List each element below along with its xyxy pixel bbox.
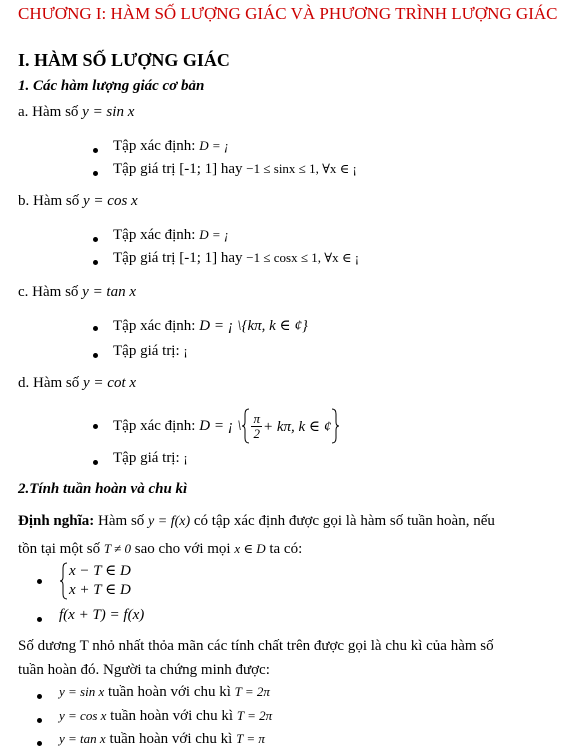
periodic-equation: f(x + T) = f(x): [59, 607, 145, 623]
range-item-d: [113, 450, 188, 467]
bullet-icon: [93, 424, 98, 429]
bullet-icon: [93, 460, 98, 465]
bullet-icon: [93, 326, 98, 331]
bullet-icon: [37, 579, 42, 584]
range-label: Tập giá trị [-1; 1] hay: [113, 161, 243, 177]
domain-formula-pre: D = ¡ \: [199, 417, 242, 434]
left-brace-icon: [59, 562, 68, 600]
range-label: Tập giá trị:: [113, 343, 180, 359]
fraction-numerator: π: [253, 410, 260, 426]
subsection-title-2: 2.Tính tuần hoàn và chu kì: [18, 481, 188, 497]
domain-label: Tập xác định:: [113, 227, 196, 243]
definition-line-2: [18, 541, 302, 558]
bullet-icon: [37, 718, 42, 723]
function-formula: y = tan x: [82, 284, 137, 300]
function-label: a. Hàm số: [18, 104, 79, 120]
function-label: d. Hàm số: [18, 375, 80, 391]
domain-item-d: [113, 408, 340, 444]
definition-text: có tập xác định được gọi là hàm số tuần hoàn, nếu: [193, 513, 495, 529]
range-label: Tập giá trị [-1; 1] hay: [113, 250, 243, 266]
fraction-denominator: 2: [253, 425, 260, 441]
definition-fx: y = f(x): [148, 514, 191, 529]
domain-label: Tập xác định:: [113, 417, 196, 434]
period-func: y = cos x: [59, 708, 107, 723]
domain-item-a: [113, 138, 229, 155]
definition-text: Hàm số: [98, 513, 145, 529]
period-text: tuần hoàn với chu kì: [110, 708, 234, 724]
system-lines: [69, 562, 131, 600]
period-value: T = π: [236, 731, 265, 746]
range-formula: −1 ≤ sinx ≤ 1, ∀x ∈ ¡: [246, 161, 357, 176]
period-item: [59, 684, 270, 701]
period-text: tuần hoàn với chu kì: [107, 684, 231, 700]
range-item-a: [113, 161, 357, 178]
bullet-icon: [93, 171, 98, 176]
domain-label: Tập xác định:: [113, 318, 196, 334]
period-item: [59, 708, 272, 725]
system-line-2: x + T ∈ D: [69, 582, 131, 598]
range-item-c: [113, 343, 188, 360]
pi-over-2-fraction: [251, 412, 262, 441]
definition-T: T ≠ 0: [103, 541, 131, 556]
range-formula: −1 ≤ cosx ≤ 1, ∀x ∈ ¡: [246, 250, 360, 265]
subsection-title-1: 1. Các hàm lượng giác cơ bản: [18, 78, 205, 94]
right-brace-icon: [331, 408, 340, 444]
system-condition: [59, 562, 131, 600]
domain-formula: D = ¡: [199, 227, 229, 242]
section-title: I. HÀM SỐ LƯỢNG GIÁC: [18, 50, 230, 70]
definition-x: x ∈ D: [234, 541, 266, 556]
function-formula: y = cot x: [83, 375, 137, 391]
function-b-heading: [18, 193, 138, 210]
bullet-icon: [93, 353, 98, 358]
bullet-icon: [93, 148, 98, 153]
definition-label: Định nghĩa:: [18, 513, 95, 529]
function-c-heading: [18, 284, 136, 301]
system-line-1: x − T ∈ D: [69, 563, 131, 579]
domain-formula: D = ¡: [199, 138, 229, 153]
range-item-b: [113, 250, 359, 267]
period-value: T = 2π: [234, 684, 270, 699]
range-formula: ¡: [183, 450, 188, 465]
period-value: T = 2π: [236, 708, 273, 723]
period-text-2: tuần hoàn đó. Người ta chứng minh được:: [18, 662, 270, 678]
definition-line-1: [18, 513, 495, 530]
bullet-icon: [93, 260, 98, 265]
domain-label: Tập xác định:: [113, 138, 196, 154]
left-brace-icon: [241, 408, 250, 444]
period-text: tuần hoàn với chu kì: [109, 731, 233, 747]
period-func: y = tan x: [59, 731, 106, 746]
range-label: Tập giá trị:: [113, 450, 180, 466]
domain-formula: D = ¡ \{kπ, k ∈ ¢}: [199, 318, 308, 334]
definition-text: sao cho với mọi: [134, 541, 231, 557]
bullet-icon: [37, 694, 42, 699]
bullet-icon: [37, 617, 42, 622]
period-func: y = sin x: [59, 684, 105, 699]
bullet-icon: [37, 741, 42, 746]
function-label: c. Hàm số: [18, 284, 79, 300]
definition-text: tồn tại một số: [18, 541, 101, 557]
function-d-heading: [18, 375, 136, 392]
period-item: [59, 731, 265, 748]
chapter-title: CHƯƠNG I: HÀM SỐ LƯỢNG GIÁC VÀ PHƯƠNG TRÌNH LƯỢNG GIÁC: [18, 4, 558, 23]
definition-text: ta có:: [269, 541, 303, 557]
function-formula: y = cos x: [83, 193, 138, 209]
function-formula: y = sin x: [82, 104, 135, 120]
domain-item-c: [113, 316, 308, 335]
domain-item-b: [113, 227, 229, 244]
domain-formula-post: + kπ, k ∈ ¢: [262, 418, 332, 435]
period-text-1: Số dương T nhỏ nhất thỏa mãn các tính chất trên được gọi là chu kì của hàm số: [18, 638, 494, 654]
function-label: b. Hàm số: [18, 193, 80, 209]
function-a-heading: [18, 104, 134, 121]
bullet-icon: [93, 237, 98, 242]
range-formula: ¡: [183, 343, 188, 358]
